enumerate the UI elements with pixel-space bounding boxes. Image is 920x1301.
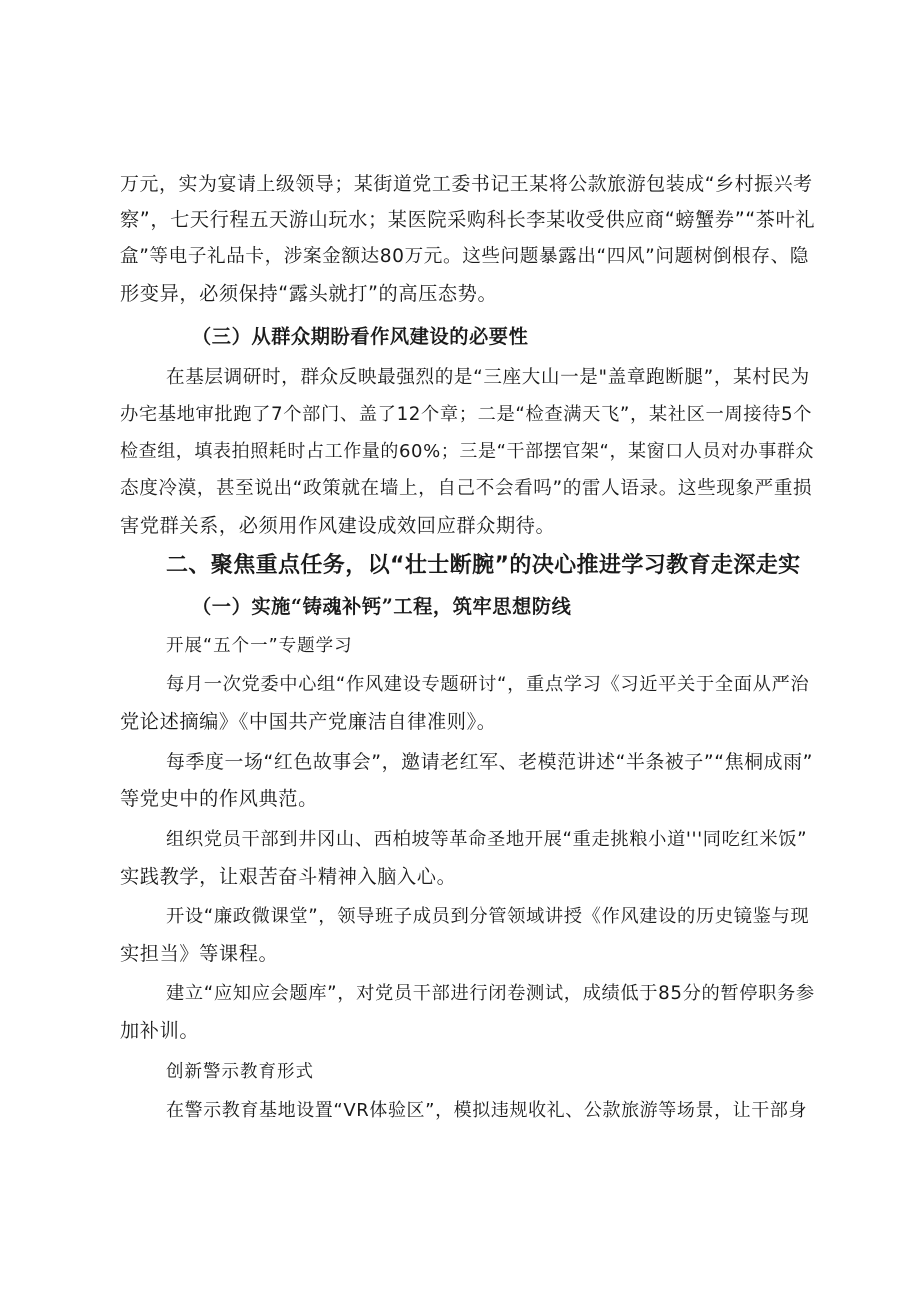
paragraph-line: 开设“廉政微课堂”，领导班子成员到分管领域讲授《作风建设的历史镜鉴与现	[166, 906, 810, 927]
paragraph-line: 形变异，必须保持“露头就打”的高压态势。	[120, 282, 498, 305]
paragraph-line: 害党群关系，必须用作风建设成效回应群众期待。	[120, 514, 556, 537]
paragraph-line: 办宅基地审批跑了7个部门、盖了12个章；二是“检查满天飞”，某社区一周接待5个	[120, 404, 813, 425]
paragraph-line: 盒”等电子礼品卡，涉案金额达80万元。这些问题暴露出“四风”问题树倒根存、隐	[120, 246, 809, 267]
paragraph-line: 实践教学，让艰苦奋斗精神入脑入心。	[120, 865, 457, 888]
topic-heading: 创新警示教育形式	[166, 1062, 314, 1082]
paragraph-line: 组织党员干部到井冈山、西柏坡等革命圣地开展“重走挑粮小道'''同吃红米饭”	[166, 829, 808, 850]
paragraph-line: 每月一次党委中心组“作风建设专题研讨“，重点学习《习近平关于全面从严治	[166, 674, 810, 695]
topic-heading: 开展“五个一”专题学习	[166, 636, 353, 656]
subheading-one: （一）实施“铸魂补钙”工程，筑牢思想防线	[192, 595, 572, 618]
paragraph-line: 建立“应知应会题库”，对党员干部进行闭卷测试，成绩低于85分的暂停职务参	[166, 983, 815, 1004]
paragraph-line: 在警示教育基地设置“VR体验区”，模拟违规收礼、公款旅游等场景，让干部身	[166, 1100, 808, 1121]
paragraph-line: 每季度一场“红色故事会”，邀请老红军、老模范讲述“半条被子”“焦桐成雨”	[166, 751, 814, 773]
paragraph-line: 加补训。	[120, 1019, 200, 1042]
paragraph-line: 实担当》等课程。	[120, 942, 279, 965]
paragraph-line: 检查组，填表拍照耗时占工作量的60%；三是“干部摆官架“，某窗口人员对办事群众	[120, 441, 815, 462]
paragraph-line: 等党史中的作风典范。	[120, 787, 318, 810]
paragraph-line: 察”，七天行程五天游山玩水；某医院采购科长李某收受供应商“螃蟹券”“茶叶礼	[120, 208, 816, 231]
paragraph-line: 党论述摘编》《中国共产党廉洁自律准则》。	[120, 710, 497, 733]
paragraph-line: 万元，实为宴请上级领导；某街道党工委书记王某将公款旅游包装成“乡村振兴考	[120, 173, 813, 195]
paragraph-line: 在基层调研时，群众反映最强烈的是“三座大山一是"盖章跑断腿”，某村民为	[166, 367, 810, 388]
paragraph-line: 态度冷漠，甚至说出“政策就在墙上，自己不会看吗”的雷人语录。这些现象严重损	[120, 478, 813, 499]
section-heading: 二、聚焦重点任务，以“壮士断腕”的决心推进学习教育走深走实	[166, 553, 801, 578]
subheading-three: （三）从群众期盼看作风建设的必要性	[192, 325, 529, 348]
